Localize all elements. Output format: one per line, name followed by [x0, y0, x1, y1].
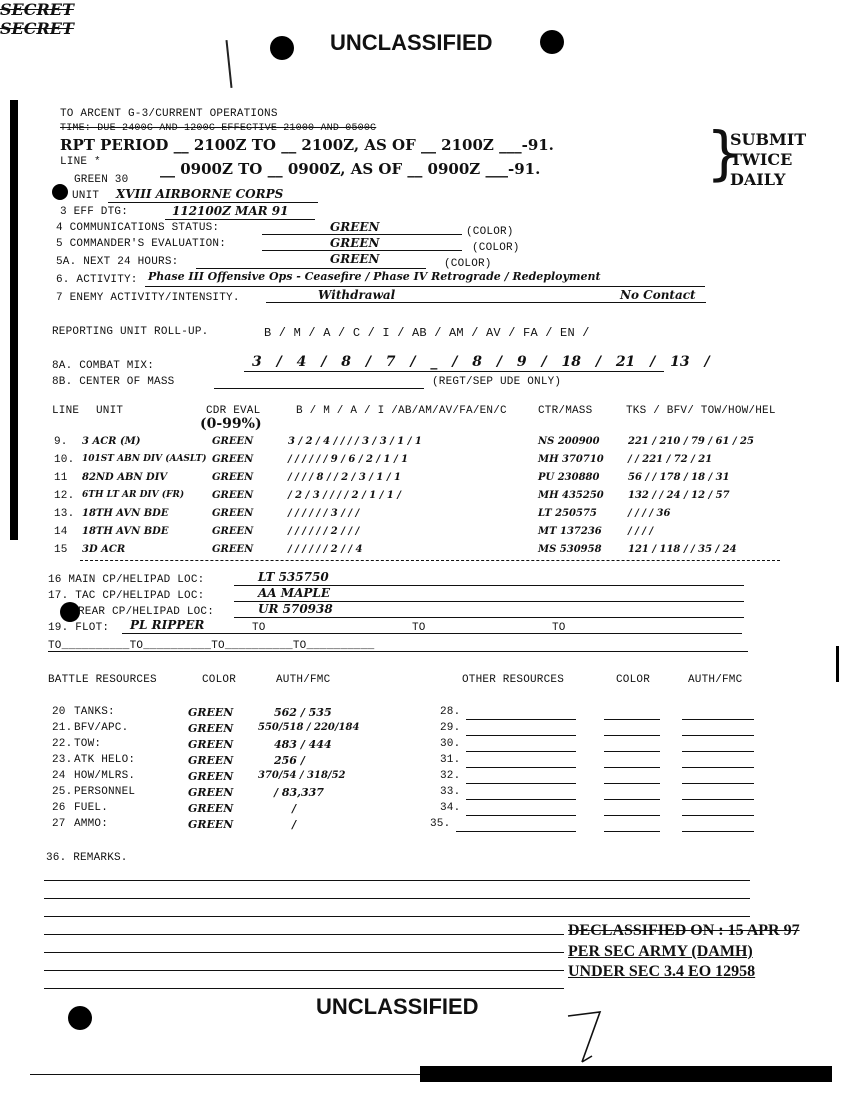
row-unit: 101ST ABN DIV (AASLT) [82, 454, 207, 464]
unit-value: XVIII AIRBORNE CORPS [116, 187, 284, 201]
tac-cp-label: 17. TAC CP/HELIPAD LOC: [48, 590, 205, 602]
row-eval: GREEN [212, 436, 254, 447]
tac-cp-value: AA MAPLE [258, 586, 330, 600]
remarks-line [44, 916, 750, 917]
comm-label: 4 COMMUNICATIONS STATUS: [56, 222, 220, 234]
other-blank [466, 767, 576, 768]
item-label: TANKS: [74, 706, 115, 718]
item-auth: 483 / 444 [274, 738, 332, 751]
punch-hole-line1 [52, 184, 68, 200]
cdr-label: 5 COMMANDER'S EVALUATION: [56, 238, 227, 250]
remarks-line [44, 970, 564, 971]
row-mix: / 2 / 3 / / / / 2 / 1 / 1 / [288, 490, 401, 501]
item-auth: 562 / 535 [274, 706, 332, 719]
center-note: (REGT/SEP UDE ONLY) [432, 376, 562, 388]
item-label: ATK HELO: [74, 754, 136, 766]
other-num: 29. [440, 722, 461, 734]
activity-value: Phase III Offensive Ops - Ceasefire / Phase IV Retrograde / Redeployment [148, 270, 601, 283]
table-row [52, 526, 812, 542]
item-label: PERSONNEL [74, 786, 136, 798]
item-num: 27 [52, 818, 66, 830]
item-auth: 370/54 / 318/52 [258, 770, 346, 781]
submit-note: SUBMIT TWICE DAILY [730, 130, 807, 189]
item-color: GREEN [188, 786, 234, 799]
combat-underline [244, 371, 664, 372]
item-label: HOW/MLRS. [74, 770, 136, 782]
item-color: GREEN [188, 818, 234, 831]
time-struck-line: TIME: DUE 2400C AND 1200C EFFECTIVE 21000 AND 0500C [60, 123, 377, 134]
cdr-color: (COLOR) [472, 242, 520, 254]
comm-color: (COLOR) [466, 226, 514, 238]
remarks-line [44, 952, 564, 953]
to-line: TO ARCENT G-3/CURRENT OPERATIONS [60, 108, 278, 120]
row-tks: 121 / 118 / / 35 / 24 [628, 544, 737, 555]
item-auth: 550/518 / 220/184 [258, 722, 360, 733]
row-unit: 3 ACR (M) [82, 436, 141, 447]
scan-bottom-line [30, 1074, 420, 1075]
item-label: TOW: [74, 738, 102, 750]
other-blank [682, 831, 754, 832]
other-num: 30. [440, 738, 461, 750]
eff-label: 3 EFF DTG: [60, 206, 129, 218]
row-tks: / / / / [628, 526, 654, 537]
unit-underline [108, 202, 318, 203]
row-ctr: PU 230880 [538, 472, 600, 483]
item-auth: / [292, 802, 297, 815]
flot-to-1: TO [252, 622, 266, 634]
item-num: 20 [52, 706, 66, 718]
rollup-label: REPORTING UNIT ROLL-UP. [52, 326, 209, 338]
enemy-label: 7 ENEMY ACTIVITY/INTENSITY. [56, 292, 240, 304]
col-line: LINE [52, 405, 80, 417]
rpt-period-2: __ 0900Z TO __ 0900Z, AS OF __ 0900Z ___-91. [160, 160, 541, 178]
eff-underline [165, 219, 315, 220]
classification-banner-bottom: UNCLASSIFIED [316, 994, 479, 1019]
line-label: LINE * [60, 156, 101, 168]
row-eval: GREEN [212, 544, 254, 555]
flot-to-2: TO [412, 622, 426, 634]
table-bottom-rule [80, 560, 780, 561]
row-unit: 6TH LT AR DIV (FR) [82, 490, 185, 500]
row-mix: / / / / / / 2 / / 4 [288, 544, 363, 555]
col-mix: B / M / A / I /AB/AM/AV/FA/EN/C [296, 405, 507, 417]
activity-underline [145, 286, 705, 287]
rpt-period-1: RPT PERIOD __ 2100Z TO __ 2100Z, AS OF __ 2100Z ___-91. [60, 136, 554, 154]
item-color: GREEN [188, 754, 234, 767]
row-ctr: MH 370710 [538, 454, 604, 465]
punch-hole-top-right [540, 30, 564, 54]
other-num: 32. [440, 770, 461, 782]
center-underline [214, 388, 424, 389]
item-auth: / 83,337 [274, 786, 324, 799]
other-blank [682, 767, 754, 768]
other-blank [604, 799, 660, 800]
table-row [52, 454, 812, 470]
row-eval: GREEN [212, 490, 254, 501]
next-color: (COLOR) [444, 258, 492, 270]
next-label: 5A. NEXT 24 HOURS: [56, 256, 179, 268]
battle-header: BATTLE RESOURCES [48, 674, 157, 686]
rear-cp-label: REAR CP/HELIPAD LOC: [78, 606, 215, 618]
enemy-value-2: No Contact [620, 288, 696, 302]
row-mix: / / / / / / 3 / / / [288, 508, 360, 519]
declass-line-3: UNDER SEC 3.4 EO 12958 [568, 963, 756, 980]
other-blank [682, 815, 754, 816]
other-num: 35. [430, 818, 451, 830]
item-num: 22. [52, 738, 73, 750]
other-blank [682, 735, 754, 736]
other-blank [466, 751, 576, 752]
other-blank [466, 719, 576, 720]
declass-line-2: PER SEC ARMY (DAMH) [568, 943, 753, 960]
other-num: 33. [440, 786, 461, 798]
other-blank [456, 831, 576, 832]
other-num: 31. [440, 754, 461, 766]
other-blank [604, 751, 660, 752]
main-cp-value: LT 535750 [258, 570, 329, 584]
rear-cp-value: UR 570938 [258, 602, 333, 616]
item-auth: 256 / [274, 754, 305, 767]
row-unit: 18TH AVN BDE [82, 526, 169, 537]
center-label: 8B. CENTER OF MASS [52, 376, 175, 388]
row-tks: 132 / / 24 / 12 / 57 [628, 490, 730, 501]
table-header [52, 405, 812, 421]
handwritten-initials-icon [560, 1006, 610, 1066]
other-blank [682, 719, 754, 720]
other-blank [604, 831, 660, 832]
item-color: GREEN [188, 770, 234, 783]
punch-hole-rear [60, 602, 80, 622]
other-blank [466, 799, 576, 800]
item-color: GREEN [188, 706, 234, 719]
classification-banner-top: UNCLASSIFIED [330, 30, 493, 55]
activity-label: 6. ACTIVITY: [56, 274, 138, 286]
item-num: 26 [52, 802, 66, 814]
row-line: 12. [54, 490, 75, 502]
table-row [52, 472, 812, 488]
table-row [52, 436, 812, 452]
other-blank [604, 719, 660, 720]
line1-label: GREEN 30 [74, 174, 129, 186]
classification-strike-top: SECRET [0, 0, 74, 19]
combat-mix-values: 3 / 4 / 8 / 7 / _ / 8 / 9 / 18 / 21 / 13 / [252, 354, 710, 370]
col-tks: TKS / BFV/ TOW/HOW/HEL [626, 405, 776, 417]
enemy-underline [266, 302, 706, 303]
scan-edge-bar [10, 100, 18, 540]
row-unit: 18TH AVN BDE [82, 508, 169, 519]
item-color: GREEN [188, 722, 234, 735]
punch-hole-top-left [270, 36, 294, 60]
remarks-label: 36. REMARKS. [46, 852, 128, 864]
other-blank [682, 751, 754, 752]
flot-label: 19. FLOT: [48, 622, 110, 634]
punch-hole-bottom-left [68, 1006, 92, 1030]
classification-strike-bottom: SECRET [0, 19, 74, 38]
item-color: GREEN [188, 738, 234, 751]
row-eval: GREEN [212, 454, 254, 465]
item-num: 24 [52, 770, 66, 782]
row-eval: GREEN [212, 472, 254, 483]
remarks-line [44, 988, 564, 989]
unit-label: UNIT [72, 190, 100, 202]
row-mix: 3 / 2 / 4 / / / / 3 / 3 / 1 / 1 [288, 436, 422, 447]
comm-underline [262, 234, 462, 235]
row-unit: 3D ACR [82, 544, 126, 555]
battle-auth-header: AUTH/FMC [276, 674, 331, 686]
item-color: GREEN [188, 802, 234, 815]
remarks-line [44, 898, 750, 899]
other-blank [604, 735, 660, 736]
item-num: 25. [52, 786, 73, 798]
other-blank [604, 783, 660, 784]
other-blank [466, 735, 576, 736]
row-eval: GREEN [212, 508, 254, 519]
row-ctr: LT 250575 [538, 508, 597, 519]
next-underline [196, 268, 426, 269]
table-row [52, 544, 812, 560]
row-ctr: MT 137236 [538, 526, 602, 537]
rollup-codes: B / M / A / C / I / AB / AM / AV / FA / EN / [264, 326, 590, 340]
col-ctr-mass: CTR/MASS [538, 405, 593, 417]
to-row: TO__________TO__________TO__________TO__________ [48, 640, 375, 652]
row-ctr: MS 530958 [538, 544, 602, 555]
submit-bracket: } [706, 119, 743, 187]
row-line: 13. [54, 508, 75, 520]
item-label: FUEL. [74, 802, 109, 814]
row-mix: / / / / / / 2 / / / [288, 526, 360, 537]
row-mix: / / / / / / 9 / 6 / 2 / 1 / 1 [288, 454, 409, 465]
hand-mark-top [225, 40, 232, 88]
row-ctr: NS 200900 [538, 436, 600, 447]
row-tks: / / 221 / 72 / 21 [628, 454, 713, 465]
scan-right-mark [836, 646, 839, 682]
item-auth: / [292, 818, 297, 831]
main-cp-label: 16 MAIN CP/HELIPAD LOC: [48, 574, 205, 586]
other-blank [604, 815, 660, 816]
cdr-underline [262, 250, 462, 251]
cdr-range: (0-99%) [200, 416, 262, 432]
other-num: 28. [440, 706, 461, 718]
declass-line-1: DECLASSIFIED ON : 15 APR 97 [568, 922, 800, 939]
row-line: 9. [54, 436, 68, 448]
table-row [52, 508, 812, 524]
item-label: AMMO: [74, 818, 109, 830]
other-blank [682, 799, 754, 800]
row-tks: / / / / 36 [628, 508, 671, 519]
row-tks: 221 / 210 / 79 / 61 / 25 [628, 436, 754, 447]
eff-value: 112100Z MAR 91 [172, 204, 289, 218]
rear-cp-underline [234, 617, 744, 618]
to-row-underline [48, 651, 748, 652]
other-num: 34. [440, 802, 461, 814]
remarks-line [44, 934, 564, 935]
item-label: BFV/APC. [74, 722, 129, 734]
other-auth-header: AUTH/FMC [688, 674, 743, 686]
flot-to-3: TO [552, 622, 566, 634]
other-blank [466, 783, 576, 784]
row-unit: 82ND ABN DIV [82, 472, 168, 483]
flot-value: PL RIPPER [130, 618, 205, 632]
table-row [52, 490, 812, 506]
next-value: GREEN [330, 252, 380, 266]
combat-mix-label: 8A. COMBAT MIX: [52, 360, 155, 372]
row-mix: / / / / 8 / / 2 / 3 / 1 / 1 [288, 472, 401, 483]
row-line: 15 [54, 544, 68, 556]
row-line: 11 [54, 472, 68, 484]
row-ctr: MH 435250 [538, 490, 604, 501]
cdr-value: GREEN [330, 236, 380, 250]
comm-value: GREEN [330, 220, 380, 234]
other-blank [682, 783, 754, 784]
item-num: 21. [52, 722, 73, 734]
other-blank [466, 815, 576, 816]
other-blank [604, 767, 660, 768]
other-color-header: COLOR [616, 674, 651, 686]
row-line: 14 [54, 526, 68, 538]
other-header: OTHER RESOURCES [462, 674, 565, 686]
col-unit: UNIT [96, 405, 124, 417]
enemy-value-1: Withdrawal [318, 288, 396, 302]
item-num: 23. [52, 754, 73, 766]
row-line: 10. [54, 454, 75, 466]
col-cdr-eval: CDR EVAL [206, 405, 261, 417]
row-tks: 56 / / 178 / 18 / 31 [628, 472, 730, 483]
row-eval: GREEN [212, 526, 254, 537]
flot-underline [122, 633, 742, 634]
battle-color-header: COLOR [202, 674, 237, 686]
remarks-line [44, 880, 750, 881]
scan-bottom-bar [420, 1066, 832, 1082]
